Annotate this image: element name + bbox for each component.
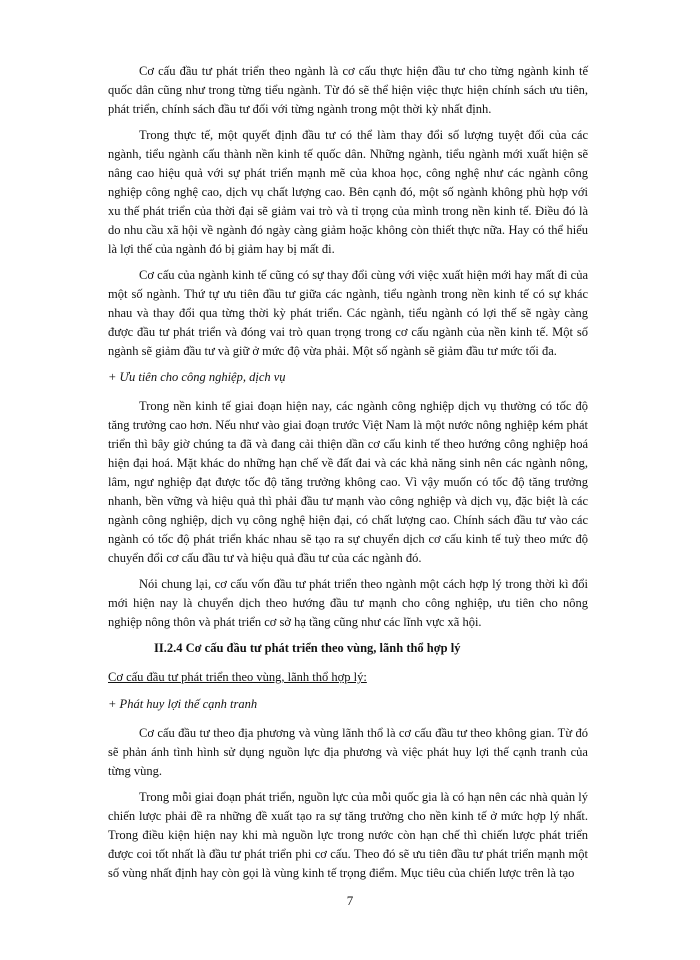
paragraph-growth-rate: Trong nền kinh tế giai đoạn hiện nay, các ngành công nghiệp dịch vụ thường có tốc độ tăng trưởng cao hơn. Nếu như vào giai đoạn trước Việt Nam là một nước nông nghiệp kém phát triển thì bây giờ chúng ta đã và đang cải thiện dần cơ cấu kinh tế theo hướng công nghiệp hoá hiện đại hoá. Mặt khác do những hạn chế về đất đai và các khả năng sinh nên các ngành nông, lâm, ngư nghiệp đạt được tốc độ tăng trưởng không cao. Vì vậy muốn có tốc độ tăng trưởng nhanh, bền vững và hiệu quả thì phải đầu tư mạnh vào công nghiệp và dịch vụ, đặc biệt là các ngành công nghiệp, dịch vụ công nghệ hiện đại, có chất lượng cao. Chính sách đầu tư vào các ngành có tốc độ phát triển khác nhau sẽ tạo ra sự chuyển dịch cơ cấu kinh tế tuỳ theo mức độ chuyển đổi cơ cấu đầu tư và hiệu quả đầu tư của các ngành đó. — [108, 399, 588, 565]
paragraph-sector-priority: Cơ cấu của ngành kinh tế cũng có sự thay đổi cùng với việc xuất hiện mới hay mất đi của một số ngành. Thứ tự ưu tiên đầu tư giữa các ngành, tiểu ngành trong nền kinh tế có sự khác nhau và thay đổi qua từng thời kỳ phát triển. Các ngành, tiểu ngành có lợi thế sẽ ngày càng được đầu tư phát triển và đóng vai trò quan trọng trong cơ cấu ngành của nền kinh tế. Một số ngành sẽ giảm đầu tư và giữ ở mức độ vừa phải. Một số ngành sẽ giảm đầu tư mức tối đa. — [108, 268, 588, 358]
paragraph-spatial-structure: Cơ cấu đầu tư theo địa phương và vùng lãnh thổ là cơ cấu đầu tư theo không gian. Từ đó sẽ phản ánh tình hình sử dụng nguồn lực địa phương và việc phát huy lợi thế cạnh tranh của từng vùng. — [108, 726, 588, 778]
document-page — [108, 62, 588, 890]
section-heading-regional: II.2.4 Cơ cấu đầu tư phát triển theo vùng, lãnh thổ hợp lý — [154, 641, 461, 655]
paragraph-conclusion: Nói chung lại, cơ cấu vốn đầu tư phát triển theo ngành một cách hợp lý trong thời kì đổi mới hiện nay là chuyển dịch theo hướng đầu tư mạnh cho công nghiệp, ưu tiên cho nông nghiệp nông thôn và phát triển cơ sở hạ tầng cũng như các lĩnh vực xã hội. — [108, 577, 588, 629]
paragraph-resource-strategy: Trong mỗi giai đoạn phát triển, nguồn lực của mỗi quốc gia là có hạn nên các nhà quản lý chiến lược phải đề ra những đề xuất tạo ra sự tăng trưởng cho nền kinh tế ở mức hợp lý nhất. Trong điều kiện hiện nay khi mà nguồn lực trong nước còn hạn chế thì chiến lược phát triển được coi tốt nhất là đầu tư phát triển phi cơ cấu. Theo đó sẽ ưu tiên đầu tư phát triển mạnh một số vùng nhất định hay còn gọi là vùng kinh tế trọng điểm. Mục tiêu của chiến lược trên là tạo — [108, 790, 588, 880]
page-number: 7 — [346, 893, 354, 908]
subheading-industry-services: + Ưu tiên cho công nghiệp, dịch vụ — [108, 370, 286, 384]
paragraph-industry-structure: Cơ cấu đầu tư phát triển theo ngành là cơ cấu thực hiện đầu tư cho từng ngành kinh tế quốc dân cũng như trong từng tiểu ngành. Từ đó sẽ thể hiện việc thực hiện chính sách ưu tiên, phát triển, chính sách đầu tư đối với từng ngành trong một thời kỳ nhất định. — [108, 64, 588, 116]
underlined-title-regional: Cơ cấu đầu tư phát triển theo vùng, lãnh thổ hợp lý: — [108, 670, 367, 684]
paragraph-investment-decision: Trong thực tế, một quyết định đầu tư có thể làm thay đổi số lượng tuyệt đối của các ngành, tiểu ngành cấu thành nền kinh tế quốc dân. Những ngành, tiểu ngành mới xuất hiện sẽ nâng cao hiệu quả với sự phát triển mạnh mẽ của khoa học, công nghệ như các ngành công nghiệp công nghệ cao, dịch vụ chất lượng cao. Bên cạnh đó, một số ngành không phù hợp với xu thế phát triển của thời đại sẽ giảm vai trò và tỉ trọng của mình trong nền kinh tế. Điều đó là do nhu cầu xã hội về ngành đó ngày càng giảm hoặc không còn thiết thực nữa. Hay có thể hiểu là lợi thế của ngành đó bị giảm hay bị mất đi. — [108, 128, 588, 256]
subheading-competitive-advantage: + Phát huy lợi thế cạnh tranh — [108, 697, 258, 711]
